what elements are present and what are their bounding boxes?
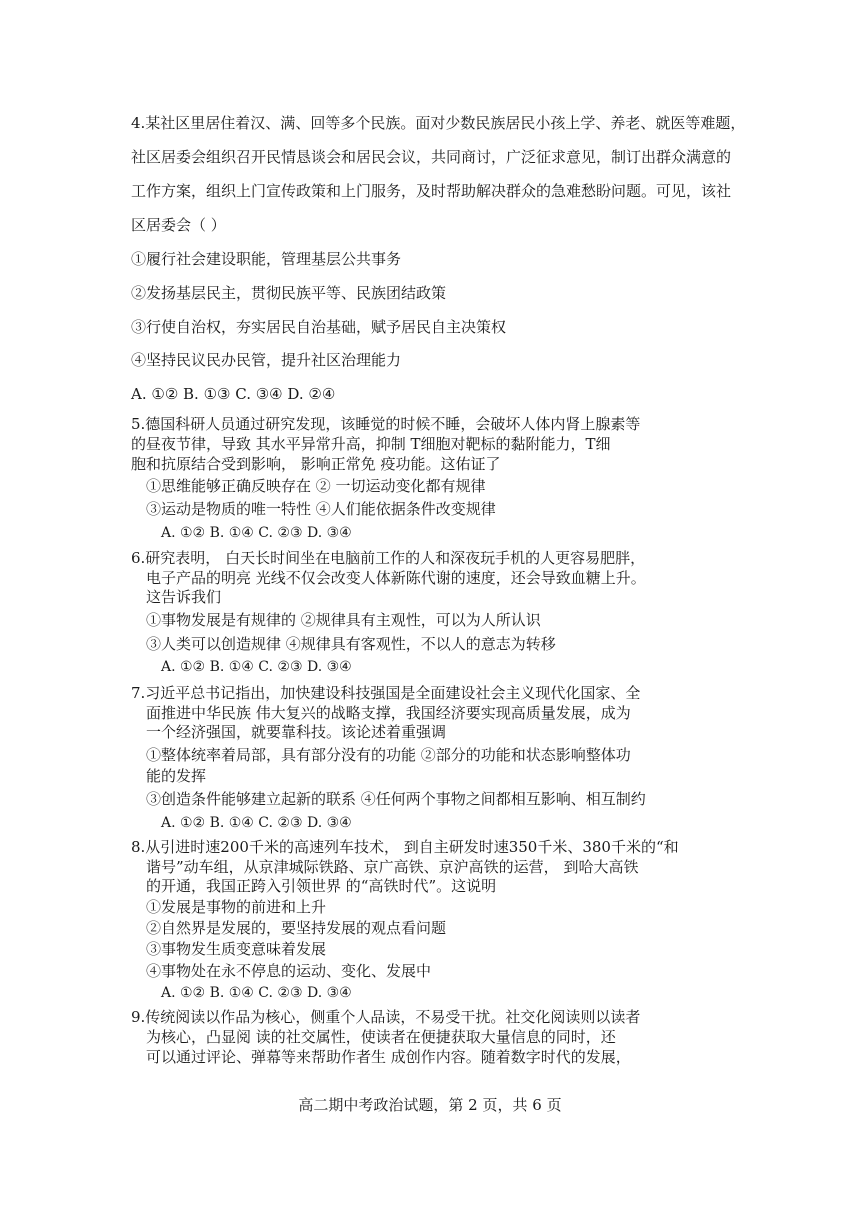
q9-stem-line-1: 9.传统阅读以作品为核心，侧重个人品读，不易受干扰。社交化阅读则以读者: [131, 1008, 641, 1026]
q6-options-row-1: ①事物发展是有规律的 ②规律具有主观性，可以为人所认识: [146, 611, 541, 629]
q8-option-4: ④事物处在永不停息的运动、变化、发展中: [146, 962, 432, 980]
q8-option-2: ②自然界是发展的，要坚持发展的观点看问题: [146, 919, 447, 937]
q8-option-3: ③事物发生质变意味着发展: [146, 940, 327, 958]
q4-stem-line-2: 社区居委会组织召开民情恳谈会和居民会议，共同商讨，广泛征求意见，制订出群众满意的: [131, 148, 732, 166]
q8-option-1: ①发展是事物的前进和上升: [146, 898, 327, 916]
q7-option-line-1: ①整体统率着局部，具有部分没有的功能 ②部分的功能和状态影响整体功: [146, 746, 631, 764]
q7-stem-line-3: 一个经济强国，就要靠科技。该论述着重强调: [146, 723, 447, 741]
q6-options-row-2: ③人类可以创造规律 ④规律具有客观性，不以人的意志为转移: [146, 635, 556, 653]
q4-stem-line-1: 4.某社区里居住着汉、满、回等多个民族。面对少数民族居民小孩上学、养老、就医等难题，: [131, 114, 746, 132]
q9-stem-line-3: 可以通过评论、弹幕等来帮助作者生 成创作内容。随着数字时代的发展，: [146, 1048, 631, 1066]
q6-stem-line-1: 6.研究表明， 白天长时间坐在电脑前工作的人和深夜玩手机的人更容易肥胖，: [131, 549, 646, 567]
q8-choices: A. ①② B. ①④ C. ②③ D. ③④: [161, 985, 352, 1001]
q7-choices: A. ①② B. ①④ C. ②③ D. ③④: [161, 815, 352, 831]
q4-choices: A. ①② B. ①③ C. ③④ D. ②④: [131, 385, 336, 403]
q4-stem-line-4: 区居委会（ ）: [131, 216, 226, 234]
q8-stem-line-2: 谐号”动车组，从京津城际铁路、京广高铁、京沪高铁的运营， 到哈大高铁: [146, 858, 639, 876]
q5-choices: A. ①② B. ①④ C. ②③ D. ③④: [161, 525, 352, 541]
q4-option-4: ④坚持民议民办民管，提升社区治理能力: [131, 351, 402, 369]
q9-stem-line-2: 为核心，凸显阅 读的社交属性，使读者在便捷获取大量信息的同时，还: [146, 1028, 616, 1046]
q5-stem-line-2: 的昼夜节律，导致 其水平异常升高，抑制 T细胞对靶标的黏附能力，T细: [131, 435, 611, 453]
q7-stem-line-2: 面推进中华民族 伟大复兴的战略支撑，我国经济要实现高质量发展，成为: [146, 704, 631, 722]
q6-choices: A. ①② B. ①④ C. ②③ D. ③④: [161, 659, 352, 675]
q4-option-1: ①履行社会建设职能，管理基层公共事务: [131, 250, 402, 268]
q5-options-row-2: ③运动是物质的唯一特性 ④人们能依据条件改变规律: [146, 500, 496, 518]
q7-option-line-2: 能的发挥: [146, 767, 207, 785]
q6-stem-line-2: 电子产品的明亮 光线不仅会改变人体新陈代谢的速度，还会导致血糖上升。: [146, 569, 646, 587]
q7-option-line-3: ③创造条件能够建立起新的联系 ④任何两个事物之间都相互影响、相互制约: [146, 790, 646, 808]
q4-option-3: ③行使自治权，夯实居民自治基础，赋予居民自主决策权: [131, 318, 507, 336]
q8-stem-line-3: 的开通，我国正跨入引领世界 的“高铁时代”。这说明: [146, 877, 497, 895]
q8-stem-line-1: 8.从引进时速200千米的高速列车技术， 到自主研发时速350千米、380千米的“和: [131, 838, 679, 856]
q4-stem-line-3: 工作方案，组织上门宣传政策和上门服务，及时帮助解决群众的急难愁盼问题。可见，该社: [131, 182, 732, 200]
q5-options-row-1: ①思维能够正确反映存在 ② 一切运动变化都有规律: [146, 477, 486, 495]
page-footer: 高二期中考政治试题，第 2 页，共 6 页: [298, 1096, 562, 1114]
q5-stem-line-3: 胞和抗原结合受到影响， 影响正常免 疫功能。这佑证了: [131, 455, 501, 473]
q4-option-2: ②发扬基层民主，贯彻民族平等、民族团结政策: [131, 284, 447, 302]
q5-stem-line-1: 5.德国科研人员通过研究发现，该睡觉的时候不睡，会破坏人体内肾上腺素等: [131, 415, 641, 433]
q6-stem-line-3: 这告诉我们: [146, 588, 222, 606]
q7-stem-line-1: 7.习近平总书记指出，加快建设科技强国是全面建设社会主义现代化国家、全: [131, 684, 641, 702]
